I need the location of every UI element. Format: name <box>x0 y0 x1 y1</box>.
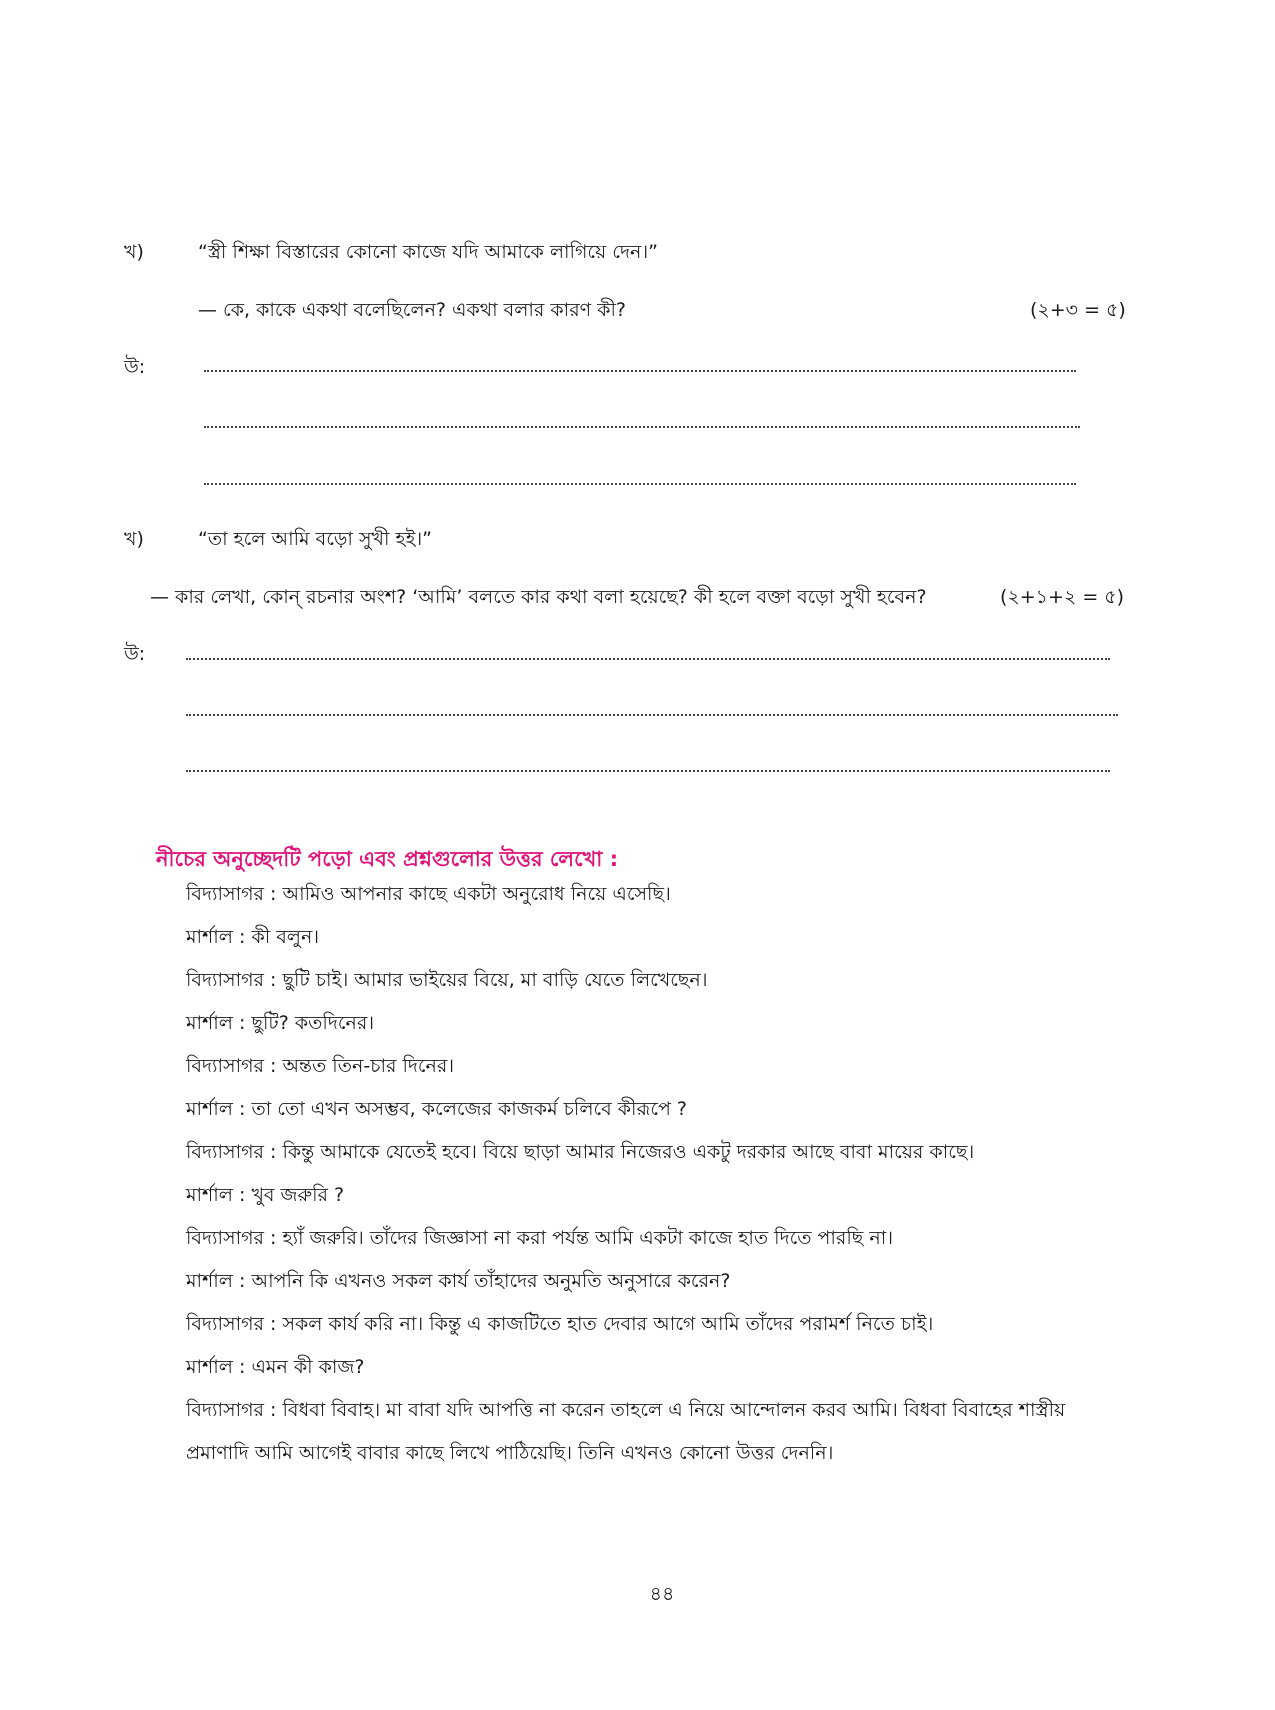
question-2-prompt: — কার লেখা, কোন্ রচনার অংশ? ‘আমি’ বলতে কার কথা বলা হয়েছে? কী হলে বক্তা বড়ো সুখী হবেন? <box>150 586 927 608</box>
question-2-quote: “তা হলে আমি বড়ো সুখী হই।” <box>198 528 432 550</box>
dialogue-line: বিদ্যাসাগর : আমিও আপনার কাছে একটা অনুরোধ নিয়ে এসেছি। <box>186 883 671 905</box>
dialogue-line: মার্শাল : আপনি কি এখনও সকল কার্য তাঁহাদের অনুমতি অনুসারে করেন? <box>186 1270 731 1292</box>
answer-line[interactable] <box>186 658 1110 660</box>
dialogue-line: বিদ্যাসাগর : কিন্তু আমাকে যেতেই হবে। বিয়ে ছাড়া আমার নিজেরও একটু দরকার আছে বাবা মায়ের কাছে। <box>186 1141 975 1163</box>
dialogue-line: বিদ্যাসাগর : অন্তত তিন-চার দিনের। <box>186 1055 455 1077</box>
answer-line[interactable] <box>204 370 1076 372</box>
dialogue-line: মার্শাল : খুব জরুরি ? <box>186 1184 345 1206</box>
question-2-answer-label: উ: <box>124 643 146 665</box>
answer-line[interactable] <box>186 770 1110 772</box>
question-1-marks: (২+৩ = ৫) <box>1030 299 1126 321</box>
section-heading: নীচের অনুচ্ছেদটি পড়ো এবং প্রশ্নগুলোর উত্তর লেখো : <box>156 847 619 871</box>
dialogue-line: বিদ্যাসাগর : হ্যাঁ জরুরি। তাঁদের জিজ্ঞাসা না করা পর্যন্ত আমি একটা কাজে হাত দিতে পারছি না। <box>186 1227 893 1249</box>
page-number: ৪৪ <box>649 1583 675 1605</box>
answer-line[interactable] <box>186 714 1118 716</box>
answer-line[interactable] <box>204 426 1080 428</box>
question-1-prompt: — কে, কাকে একথা বলেছিলেন? একথা বলার কারণ কী? <box>198 299 626 321</box>
dialogue-line: প্রমাণাদি আমি আগেই বাবার কাছে লিখে পাঠিয়েছি। তিনি এখনও কোনো উত্তর দেননি। <box>186 1442 834 1464</box>
question-2-marks: (২+১+২ = ৫) <box>1000 586 1125 608</box>
dialogue-line: বিদ্যাসাগর : ছুটি চাই। আমার ভাইয়ের বিয়ে, মা বাড়ি যেতে লিখেছেন। <box>186 969 708 991</box>
question-1-quote: “স্ত্রী শিক্ষা বিস্তারের কোনো কাজে যদি আমাকে লাগিয়ে দেন।” <box>198 241 658 263</box>
question-2-label: খ) <box>124 528 144 550</box>
dialogue-line: বিদ্যাসাগর : সকল কার্য করি না। কিন্তু এ কাজটিতে হাত দেবার আগে আমি তাঁদের পরামর্শ নিতে চাই। <box>186 1313 934 1335</box>
dialogue-line: মার্শাল : ছুটি? কতদিনের। <box>186 1012 375 1034</box>
dialogue-line: মার্শাল : তা তো এখন অসম্ভব, কলেজের কাজকর্ম চলিবে কীরূপে ? <box>186 1098 687 1120</box>
dialogue-line: মার্শাল : এমন কী কাজ? <box>186 1356 365 1378</box>
answer-line[interactable] <box>204 483 1076 485</box>
dialogue-line: মার্শাল : কী বলুন। <box>186 926 320 948</box>
question-1-answer-label: উ: <box>124 356 146 378</box>
question-1-label: খ) <box>124 241 144 263</box>
dialogue-line: বিদ্যাসাগর : বিধবা বিবাহ। মা বাবা যদি আপত্তি না করেন তাহলে এ নিয়ে আন্দোলন করব আমি। বিধবা বিবাহের শাস্ত্রীয় <box>186 1399 1066 1421</box>
